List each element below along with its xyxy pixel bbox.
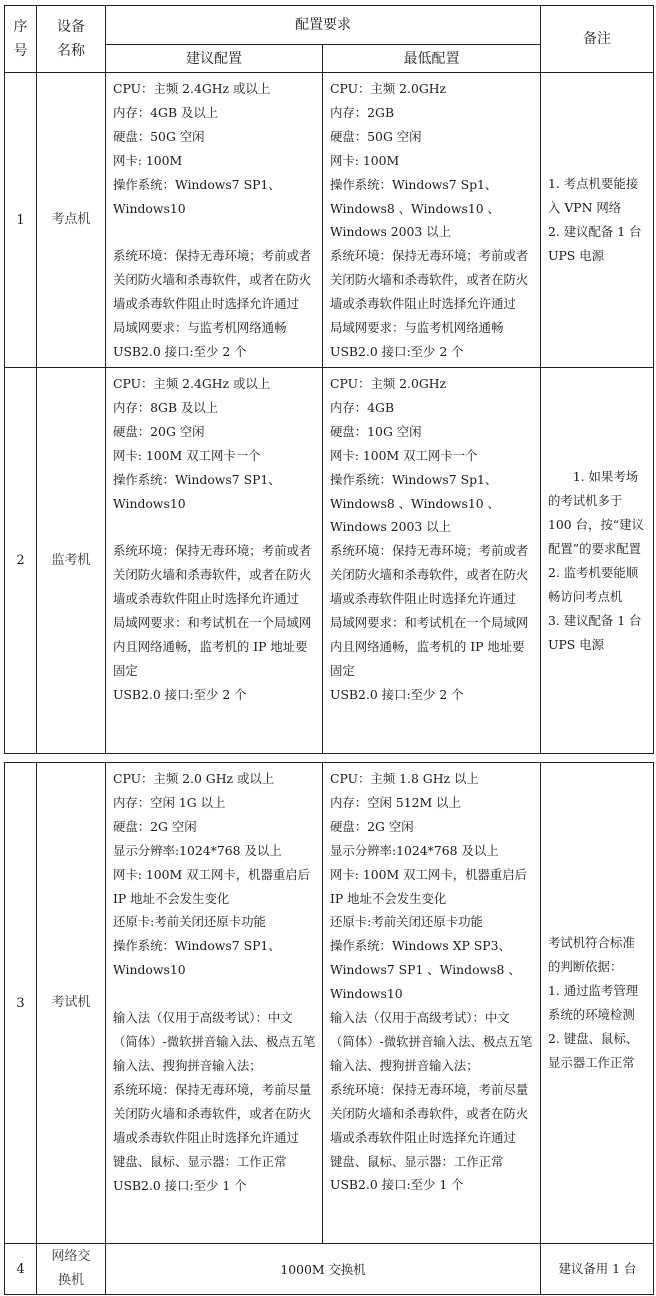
header-no: 序号 (5, 6, 37, 73)
spec-line: CPU：主频 2.4GHz 或以上 (113, 81, 271, 96)
spec-line: 网卡: 100M 双工网卡，机器重启后 IP 地址不会发生变化 (330, 866, 528, 906)
recommended-config (106, 763, 323, 1244)
spec-line: CPU：主频 1.8 GHz 以上 (330, 771, 479, 786)
spec-line: USB2.0 接口:至少 2 个 (330, 686, 464, 702)
spec-line: 局域网要求：和考试机在一个局域网内且网络通畅，监考机的 IP 地址要固定 (330, 615, 529, 678)
spec-line: 输入法（仅用于高级考试）：中文（简体）-微软拼音输入法、极点五笔输入法、搜狗拼音输入法； (330, 1010, 533, 1073)
header-config: 配置要求 (106, 6, 541, 45)
spec-line: 硬盘：50G 空闲 (330, 128, 422, 144)
row-number: 3 (5, 763, 37, 1244)
spec-line: 键盘、鼠标、显示器：工作正常 (113, 1153, 287, 1169)
spec-line: 系统环境：保持无毒环境，考前尽量关闭防火墙和杀毒软件，或者在防火墙或杀毒软件阻止时选择允许通过 (330, 1081, 529, 1145)
notes (541, 73, 654, 368)
header-device: 设备名称 (37, 6, 106, 73)
header-notes: 备注 (541, 6, 654, 73)
note-line: 2. 建议配备 1 台 UPS 电源 (548, 224, 642, 263)
table-row (5, 73, 654, 368)
spec-spacer (113, 515, 316, 539)
recommended-config (106, 368, 323, 754)
device-name: 考试机 (37, 763, 106, 1244)
spec-line: CPU：主频 2.0GHz (330, 81, 447, 96)
spec-line: USB2.0 接口:至少 1 个 (330, 1177, 464, 1193)
spec-line: 系统环境：保持无毒环境；考前或者关闭防火墙和杀毒软件，或者在防火墙或杀毒软件阻止时选择允许通过 (330, 543, 529, 607)
header-recommended: 建议配置 (106, 45, 323, 73)
spec-line: 操作系统：Windows7 Sp1、Windows8 、Windows10 、Windows 2003 以上 (330, 471, 500, 535)
minimum-config (323, 763, 541, 1244)
spec-line: 内存：4GB (330, 399, 395, 415)
spec-line: 操作系统：Windows7 Sp1、Windows8 、Windows10 、Windows 2003 以上 (330, 176, 500, 240)
spec-line: 操作系统：Windows7 SP1、Windows10 (113, 471, 281, 511)
header-minimum: 最低配置 (323, 45, 541, 73)
spec-line: 内存：4GB 及以上 (113, 104, 219, 120)
spec-line: 系统环境：保持无毒环境；考前或者关闭防火墙和杀毒软件，或者在防火墙或杀毒软件阻止时选择允许通过 (113, 543, 312, 607)
table-row (5, 763, 654, 1244)
recommended-config (106, 73, 323, 368)
spec-line: USB2.0 接口:至少 2 个 (113, 344, 247, 360)
spec-spacer (113, 220, 316, 244)
note-line: 考试机符合标准的判断依据： (548, 935, 635, 974)
spec-line: 操作系统：Windows7 SP1、Windows10 (113, 938, 281, 978)
spec-line: 局域网要求：和考试机在一个局域网内且网络通畅，监考机的 IP 地址要固定 (113, 615, 312, 678)
minimum-config (323, 73, 541, 368)
device-name: 网络交换机 (37, 1244, 106, 1295)
spec-line: USB2.0 接口:至少 1 个 (113, 1177, 247, 1193)
minimum-config (323, 368, 541, 754)
row-number: 2 (5, 368, 37, 754)
notes (541, 763, 654, 1244)
spec-line: CPU：主频 2.4GHz 或以上 (113, 376, 271, 391)
device-name: 考点机 (37, 73, 106, 368)
note-line: 1. 如果考场的考试机多于 100 台，按“建议配置”的要求配置 (548, 468, 644, 556)
note-line: 2. 键盘、鼠标、显示器工作正常 (548, 1031, 639, 1070)
spec-line: 网卡: 100M 双工网卡一个 (113, 447, 261, 463)
spec-line: 局域网要求：与监考机网络通畅 (330, 320, 504, 336)
spec-line: 内存：空闲 1G 以上 (113, 794, 226, 810)
spec-line: 还原卡:考前关闭还原卡功能 (113, 914, 266, 930)
spec-line: 局域网要求：与监考机网络通畅 (113, 320, 287, 336)
spec-line: 内存：8GB 及以上 (113, 399, 219, 415)
note-line: 2. 监考机要能顺畅访问考点机 (548, 564, 639, 604)
spec-line: CPU：主频 2.0 GHz 或以上 (113, 771, 275, 786)
spec-line: 硬盘：10G 空闲 (330, 423, 422, 439)
note-line: 1. 通过监考管理系统的环境检测 (548, 983, 639, 1022)
switch-spec: 1000M 交换机 (106, 1244, 541, 1295)
spec-line: 内存：2GB (330, 104, 395, 120)
spec-line: 网卡: 100M 双工网卡一个 (330, 447, 478, 463)
spec-line: 操作系统：Windows7 SP1、Windows10 (113, 176, 281, 216)
spec-line: CPU：主频 2.0GHz (330, 376, 447, 391)
spec-line: USB2.0 接口:至少 2 个 (330, 343, 464, 359)
spec-line: 网卡: 100M 双工网卡，机器重启后 IP 地址不会发生变化 (113, 866, 311, 906)
spec-line: 硬盘：20G 空闲 (113, 423, 205, 439)
spec-line: 还原卡:考前关闭还原卡功能 (330, 914, 483, 930)
spec-line: 操作系统：Windows XP SP3、Windows7 SP1 、Windows8 、Windows10 (330, 938, 521, 1002)
spec-line: 硬盘：2G 空闲 (330, 818, 414, 834)
notes: 建议备用 1 台 (541, 1244, 654, 1295)
spec-line: 硬盘：50G 空闲 (113, 128, 205, 144)
spec-line: 显示分辨率:1024*768 及以上 (330, 842, 499, 858)
spec-line: 硬盘：2G 空闲 (113, 818, 197, 834)
table-row (5, 368, 654, 754)
table-row (5, 1244, 654, 1295)
config-table-part1 (4, 5, 654, 754)
notes (541, 368, 654, 754)
spec-line: 网卡: 100M (330, 152, 400, 168)
spec-line: 网卡: 100M (113, 152, 183, 168)
spec-line: 系统环境：保持无毒环境；考前或者关闭防火墙和杀毒软件，或者在防火墙或杀毒软件阻止时选择允许通过 (330, 248, 529, 312)
note-line: 1. 考点机要能接入 VPN 网络 (548, 176, 639, 215)
spec-line: 键盘、鼠标、显示器：工作正常 (330, 1153, 504, 1169)
config-table-part2 (4, 762, 654, 1295)
spec-line: 系统环境：保持无毒环境，考前尽量关闭防火墙和杀毒软件，或者在防火墙或杀毒软件阻止时选择允许通过 (113, 1081, 312, 1145)
spec-spacer (113, 982, 316, 1006)
device-name: 监考机 (37, 368, 106, 754)
row-number: 1 (5, 73, 37, 368)
spec-line: 内存：空闲 512M 以上 (330, 794, 461, 810)
spec-line: 显示分辨率:1024*768 及以上 (113, 842, 282, 858)
spec-line: 输入法（仅用于高级考试）：中文（简体）-微软拼音输入法、极点五笔输入法、搜狗拼音输入法； (113, 1010, 316, 1073)
spec-line: USB2.0 接口:至少 2 个 (113, 686, 247, 702)
note-line: 3. 建议配备 1 台 UPS 电源 (548, 612, 642, 652)
spec-line: 系统环境：保持无毒环境；考前或者关闭防火墙和杀毒软件，或者在防火墙或杀毒软件阻止时选择允许通过 (113, 248, 312, 312)
row-number: 4 (5, 1244, 37, 1295)
